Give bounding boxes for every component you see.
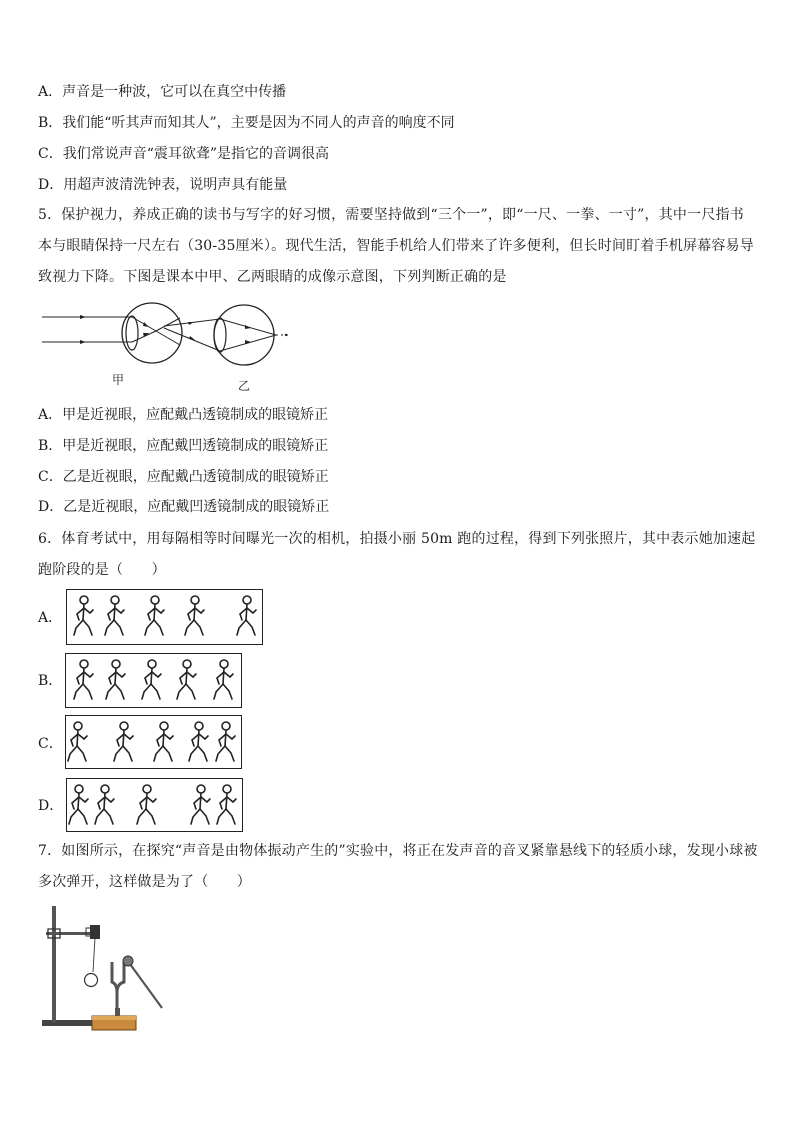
q6-option-d-photo [66,778,243,832]
runners-b [66,654,241,707]
runner-figure [68,722,87,761]
runner-figure [137,785,156,824]
runner-figure [105,596,124,635]
q6-option-c-photo [65,715,242,769]
stand-rod [52,906,56,1022]
q5-option-a: A．甲是近视眼，应配戴凸透镜制成的眼镜矫正 [38,407,329,423]
runner-figure [217,785,236,824]
stand-base [42,1020,98,1026]
q5-option-d: D．乙是近视眼，应配戴凹透镜制成的眼镜矫正 [38,499,330,515]
q4-option-d: D．用超声波清洗钟表，说明声具有能量 [38,177,288,193]
runner-figure [69,785,88,824]
runner-figure [214,660,233,699]
stand-arm [46,932,96,935]
runners-c [66,716,241,768]
mallet-head [123,956,133,966]
mallet-handle [130,964,162,1008]
q6-option-b-photo [65,653,242,708]
runner-figure [95,785,114,824]
runner-figure [189,722,208,761]
runner-figure [185,596,204,635]
q6-option-a-photo [66,589,263,645]
eye-yi-label: 乙 [238,379,251,393]
runner-figure [145,596,164,635]
q6-option-d-label: D． [38,798,64,814]
runner-figure [74,596,93,635]
runner-figure [216,722,235,761]
runner-figure [237,596,256,635]
runner-figure [191,785,210,824]
eye-yi-figure [164,305,290,365]
q4-option-a: A．声音是一种波，它可以在真空中传播 [38,84,287,100]
runner-figure [177,660,196,699]
eye-diagram [40,300,300,398]
runners-a [67,590,262,644]
q6-option-b-label: B． [38,673,63,689]
q5-option-c: C．乙是近视眼，应配戴凸透镜制成的眼镜矫正 [38,469,329,485]
q5-option-b: B．甲是近视眼，应配戴凹透镜制成的眼镜矫正 [38,438,329,454]
runner-figure [154,722,173,761]
q4-option-b: B．我们能“听其声而知其人”，主要是因为不同人的声音的响度不同 [38,115,455,131]
q6-stem: 6．体育考试中，用每隔相等时间曝光一次的相机，拍摄小丽 50m 跑的过程，得到下列张照片，其中表示她加速起跑阶段的是（ ） [38,531,756,578]
light-ball [85,974,98,987]
runner-figure [142,660,161,699]
eye-jia-figure [42,303,182,363]
tuning-fork [112,962,117,1012]
runner-figure [74,660,93,699]
tuning-fork-apparatus [38,904,170,1038]
runner-figure [106,660,125,699]
runners-d [67,779,242,831]
q5-stem: 5．保护视力，养成正确的读书与写字的好习惯，需要坚持做到“三个一”，即“一尺、一拳、一寸”，其中一尺指书本与眼睛保持一尺左右（30-35厘米）。现代生活，智能手机给人们带来了许多便利，但长时间盯着手机屏幕容易导致视力下降。下图是课本中甲、乙两眼睛的成像示意图，下列判断正确的是 [38,207,754,285]
eye-jia-label: 甲 [112,373,125,387]
q7-stem: 7．如图所示，在探究“声音是由物体振动产生的”实验中，将正在发声音的音叉紧靠悬线下的轻质小球，发现小球被多次弹开，这样做是为了（ ） [38,843,758,890]
q4-option-c: C．我们常说声音“震耳欲聋”是指它的音调很高 [38,146,330,162]
q6-option-c-label: C． [38,736,63,752]
q6-option-a-label: A． [38,610,63,626]
suspension-thread [93,938,95,972]
runner-figure [114,722,133,761]
